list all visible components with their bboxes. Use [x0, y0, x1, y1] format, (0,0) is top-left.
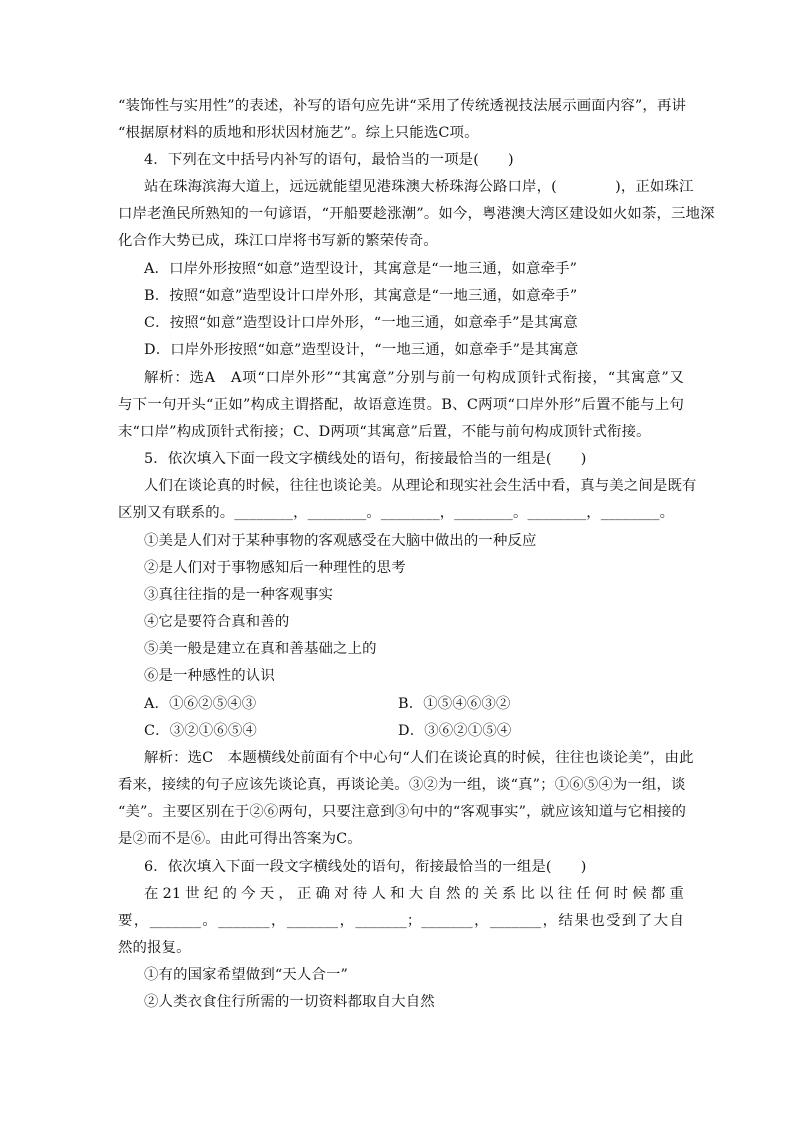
text-line: “装饰性与实用性”的表述，补写的语句应先讲“采用了传统透视技法展示画面内容”，再讲 — [118, 98, 687, 114]
option-d: D．口岸外形按照“如意”造型设计，“一地三通，如意牵手”是其寓意 — [144, 342, 579, 358]
sentence-item: ⑥是一种感性的认识 — [144, 668, 275, 684]
text-line: 在21世纪的今天，正确对待人和大自然的关系比以往任何时候都重 — [144, 886, 684, 902]
text-line-blanks: 要，_______。_______，_______，_______；_______，_______，结果也受到了大自 — [118, 913, 684, 929]
analysis-line: 是②而不是⑥。由此可得出答案为C。 — [118, 831, 362, 847]
sentence-item: ①美是人们对于某种事物的客观感受在大脑中做出的一种反应 — [144, 533, 537, 549]
analysis-line: 看来，接续的句子应该先谈论真，再谈论美。③②为一组，谈“真”；①⑥⑤④为一组，谈 — [118, 777, 686, 793]
option-a: A．①⑥②⑤④③ — [144, 696, 257, 712]
option-b: B．①⑤④⑥③② — [398, 696, 511, 712]
sentence-item: ④它是要符合真和善的 — [144, 614, 290, 630]
text-line: 站在珠海滨海大道上，远远就能望见港珠澳大桥珠海公路口岸，( )，正如珠江 — [144, 179, 694, 195]
question-5-stem: 5．依次填入下面一段文字横线处的语句，衔接最恰当的一组是( ) — [144, 451, 587, 467]
option-d: D．③⑥②①⑤④ — [398, 723, 512, 739]
analysis-line: “美”。主要区别在于②⑥两句，只要注意到③句中的“客观事实”，就应该知道与它相接的 — [118, 804, 687, 820]
text-line-blanks: 区别又有联系的。________，________。________，________。________，________。 — [118, 505, 675, 521]
text-line: 然的报复。 — [118, 940, 191, 956]
question-6-stem: 6．依次填入下面一段文字横线处的语句，衔接最恰当的一组是( ) — [144, 859, 587, 875]
option-c: C．③②①⑥⑤④ — [144, 723, 257, 739]
text-line: “根据原材料的质地和形状因材施艺”。综上只能选C项。 — [118, 125, 479, 141]
analysis-line: 与下一句开头“正如”构成主谓搭配，故语意连贯。B、C两项“口岸外形”后置不能与上句 — [118, 397, 684, 413]
analysis-line: 末“口岸”构成顶针式衔接；C、D两项“其寓意”后置，不能与前句构成顶针式衔接。 — [118, 424, 651, 440]
sentence-item: ③真往往指的是一种客观事实 — [144, 587, 334, 603]
option-a: A．口岸外形按照“如意”造型设计，其寓意是“一地三通，如意牵手” — [144, 261, 578, 277]
sentence-item: ②人类衣食住行所需的一切资料都取自大自然 — [144, 994, 435, 1010]
text-line: 化合作大势已成，珠江口岸将书写新的繁荣传奇。 — [118, 233, 438, 249]
option-b: B．按照“如意”造型设计口岸外形，其寓意是“一地三通，如意牵手” — [144, 288, 578, 304]
text-line: 人们在谈论真的时候，往往也谈论美。从理论和现实社会生活中看，真与美之间是既有 — [144, 478, 697, 494]
option-c: C．按照“如意”造型设计口岸外形，“一地三通，如意牵手”是其寓意 — [144, 315, 578, 331]
question-4-stem: 4．下列在文中括号内补写的语句，最恰当的一项是( ) — [144, 152, 514, 168]
sentence-item: ②是人们对于事物感知后一种理性的思考 — [144, 560, 406, 576]
analysis-line: 解析：选A A项“口岸外形”“其寓意”分别与前一句构成顶针式衔接，“其寓意”又 — [144, 370, 684, 386]
text-line: 口岸老渔民所熟知的一句谚语，“开船要趁涨潮”。如今，粤港澳大湾区建设如火如荼，三地深 — [118, 206, 715, 222]
sentence-item: ①有的国家希望做到“天人合一” — [144, 967, 349, 983]
sentence-item: ⑤美一般是建立在真和善基础之上的 — [144, 641, 377, 657]
analysis-line: 解析：选C 本题横线处前面有个中心句“人们在谈论真的时候，往往也谈论美”，由此 — [144, 750, 694, 766]
